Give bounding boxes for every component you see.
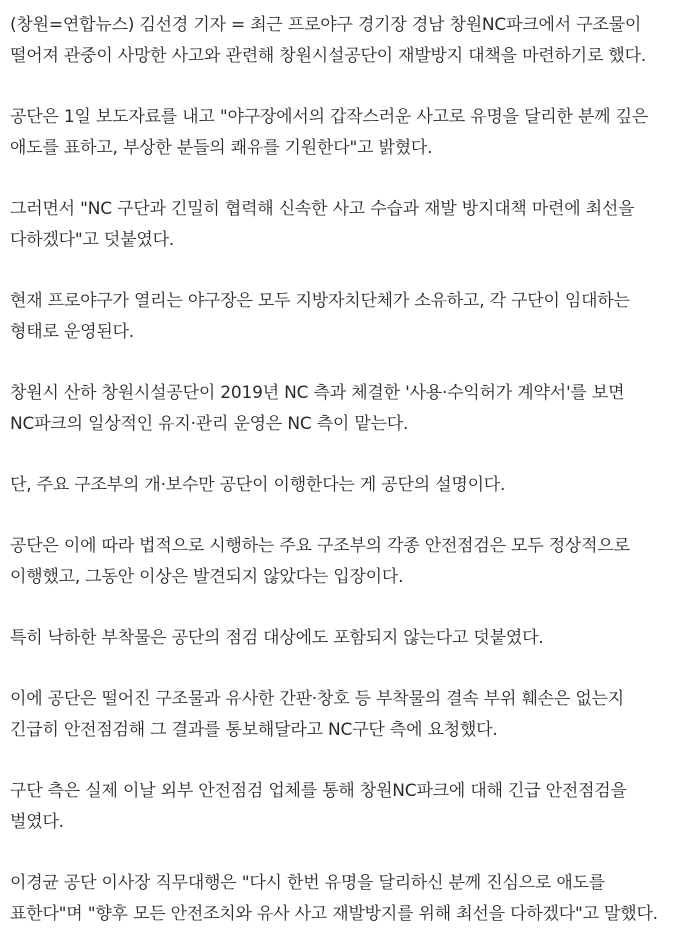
article-paragraph: 구단 측은 실제 이날 외부 안전점검 업체를 통해 창원NC파크에 대해 긴급 안전점검을 벌였다.: [10, 781, 627, 832]
article-paragraph: 공단은 이에 따라 법적으로 시행하는 주요 구조부의 각종 안전점검은 모두 정상적으로 이행했고, 그동안 이상은 발견되지 않았다는 입장이다.: [10, 536, 630, 587]
article-paragraph: 그러면서 "NC 구단과 긴밀히 협력해 신속한 사고 수습과 재발 방지대책 마련에 최선을 다하겠다"고 덧붙였다.: [10, 199, 635, 250]
article-paragraph: 이경균 공단 이사장 직무대행은 "다시 한번 유명을 달리하신 분께 진심으로 애도를 표한다"며 "향후 모든 안전조치와 유사 사고 재발방지를 위해 최선을 다하겠다"고 말했다.: [10, 873, 658, 924]
article-paragraph: 창원시 산하 창원시설공단이 2019년 NC 측과 체결한 '사용·수익허가 계약서'를 보면 NC파크의 일상적인 유지·관리 운영은 NC 측이 맡는다.: [10, 383, 625, 434]
article-paragraph: 현재 프로야구가 열리는 야구장은 모두 지방자치단체가 소유하고, 각 구단이 임대하는 형태로 운영된다.: [10, 291, 630, 342]
article-paragraph: (창원=연합뉴스) 김선경 기자 = 최근 프로야구 경기장 경남 창원NC파크에서 구조물이 떨어져 관중이 사망한 사고와 관련해 창원시설공단이 재발방지 대책을 마련하기로 했다.: [10, 15, 647, 66]
article-paragraph: 공단은 1일 보도자료를 내고 "야구장에서의 갑작스러운 사고로 유명을 달리한 분께 깊은 애도를 표하고, 부상한 분들의 쾌유를 기원한다"고 밝혔다.: [10, 107, 649, 158]
article-paragraph: 단, 주요 구조부의 개·보수만 공단이 이행한다는 게 공단의 설명이다.: [10, 475, 506, 495]
article-paragraph: 이에 공단은 떨어진 구조물과 유사한 간판·창호 등 부착물의 결속 부위 훼손은 없는지 긴급히 안전점검해 그 결과를 통보해달라고 NC구단 측에 요청했다.: [10, 689, 624, 740]
article-paragraph: 특히 낙하한 부착물은 공단의 점검 대상에도 포함되지 않는다고 덧붙였다.: [10, 628, 544, 648]
